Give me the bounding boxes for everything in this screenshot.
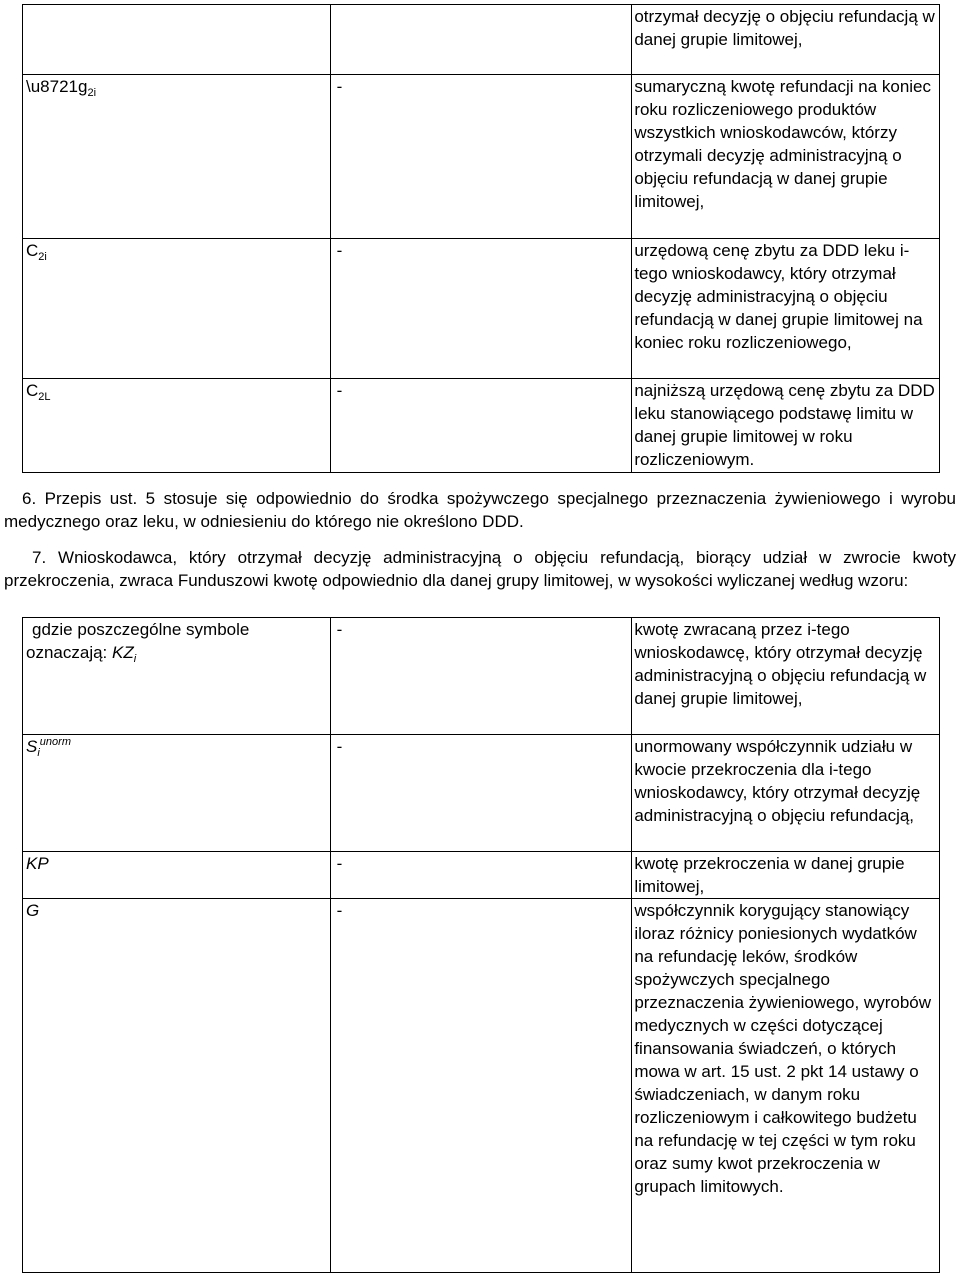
dash-cell: - <box>330 852 632 899</box>
symbols-intro: gdzie poszczególne symbole oznaczają: <box>26 620 250 662</box>
symbol-description: kwotę zwracaną przez i-tego wnioskodawcę, który otrzymał decyzję administracyjną o objęciu refundacją w danej grupie limitowej, <box>632 618 940 735</box>
symbol-table-2 <box>22 617 940 1273</box>
symbol-table-1 <box>22 4 940 473</box>
symbol-main: KP <box>26 854 49 873</box>
symbol-description: otrzymał decyzję o objęciu refundacją w danej grupie limitowej, <box>632 5 940 75</box>
paragraph-6 <box>4 487 956 533</box>
symbol-main: \u8721g <box>26 77 88 96</box>
symbol-subscript: 2i <box>87 87 97 99</box>
dash-cell: - <box>330 75 632 239</box>
symbol-main: S <box>26 737 38 756</box>
table-row <box>23 852 940 899</box>
symbol-subscript: 2L <box>38 391 51 403</box>
symbol-description: urzędową cenę zbytu za DDD leku i-tego wnioskodawcy, który otrzymał decyzję administracyjną o objęciu refundacją w danej grupie limitowej na koniec roku rozliczeniowego, <box>632 239 940 379</box>
paragraph-text: Wnioskodawca, który otrzymał decyzję administracyjną o objęciu refundacją, biorący udział w zwrocie kwoty przekroczenia, zwraca Funduszowi kwotę odpowiednio dla danej grupy limitowej, w wysokości wyliczanej według wzoru: <box>4 548 956 590</box>
symbol-cell <box>23 899 331 1273</box>
paragraph-text: Przepis ust. 5 stosuje się odpowiednio do środka spożywczego specjalnego przeznaczenia żywieniowego i wyrobu medycznego oraz leku, w odniesieniu do którego nie określono DDD. <box>4 489 956 531</box>
symbol-cell <box>23 379 331 473</box>
dash-cell: - <box>330 379 632 473</box>
symbol-main: G <box>26 901 40 920</box>
table-row <box>23 75 940 239</box>
symbol-description: unormowany współczynnik udziału w kwocie przekroczenia dla i-tego wnioskodawcy, który otrzymał decyzję administracyjną o objęciu refundacją, <box>632 735 940 852</box>
dash-cell: - <box>330 735 632 852</box>
table-cell <box>330 5 632 75</box>
dash-cell: - <box>330 618 632 735</box>
symbol-description: kwotę przekroczenia w danej grupie limitowej, <box>632 852 940 899</box>
symbol-description: współczynnik korygujący stanowiący iloraz różnicy poniesionych wydatków na refundację leków, środków spożywczych specjalnego przeznaczenia żywieniowego, wyrobów medycznych w części dotyczącej finansowania świadczeń, o których mowa w art. 15 ust. 2 pkt 14 ustawy o świadczeniach, w danym roku rozliczeniowym i całkowitego budżetu na refundację w tej części w tym roku oraz sumy kwot przekroczenia w grupach limitowych. <box>632 899 940 1273</box>
table-cell <box>23 5 331 75</box>
symbol-main: KZ <box>112 643 134 662</box>
symbol-cell <box>23 618 331 735</box>
dash-cell: - <box>330 239 632 379</box>
paragraph-number: 6. <box>22 489 37 508</box>
symbol-description: najniższą urzędową cenę zbytu za DDD leku stanowiącego podstawę limitu w danej grupie limitowej w roku rozliczeniowym. <box>632 379 940 473</box>
symbol-cell <box>23 75 331 239</box>
symbol-superscript: unorm <box>39 736 71 748</box>
symbol-main: C <box>26 241 39 260</box>
table-row <box>23 899 940 1273</box>
symbol-main: C <box>26 381 39 400</box>
dash-cell: - <box>330 899 632 1273</box>
paragraph-7 <box>4 546 956 592</box>
paragraph-number: 7. <box>32 548 47 567</box>
table-row <box>23 5 940 75</box>
symbol-subscript: i <box>37 747 40 759</box>
symbol-cell <box>23 852 331 899</box>
symbol-subscript: i <box>133 653 137 665</box>
table-row <box>23 379 940 473</box>
symbol-cell <box>23 735 331 852</box>
symbol-cell <box>23 239 331 379</box>
table-row <box>23 735 940 852</box>
symbol-description: sumaryczną kwotę refundacji na koniec roku rozliczeniowego produktów wszystkich wnioskodawców, którzy otrzymali decyzję administracyjną o objęciu refundacją w danej grupie limitowej, <box>632 75 940 239</box>
symbol-subscript: 2i <box>38 251 47 263</box>
table-row <box>23 618 940 735</box>
table-row <box>23 239 940 379</box>
